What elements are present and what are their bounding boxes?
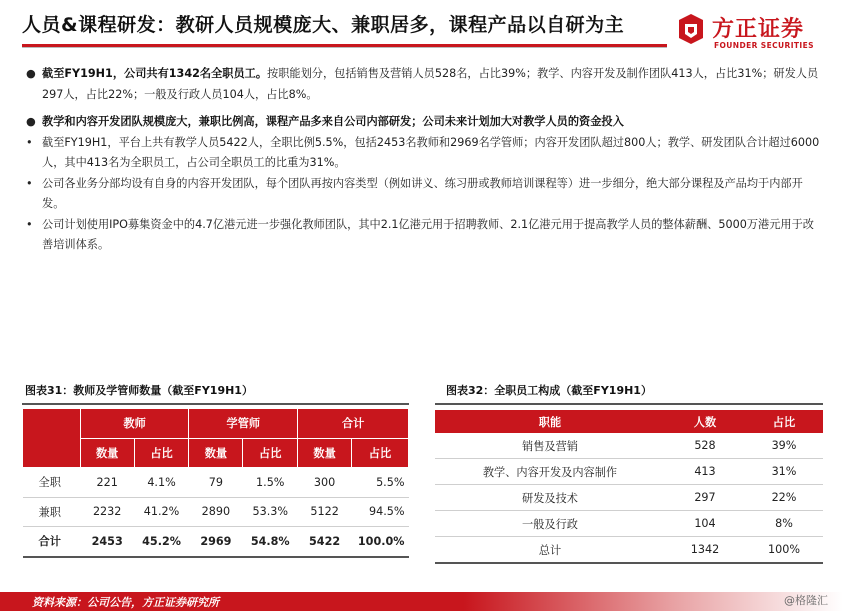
table-cell: 41.2%	[134, 497, 189, 527]
watermark: @格隆汇	[784, 594, 828, 607]
table-cell: 5122	[298, 497, 352, 527]
table-cell: 研发及技术	[435, 485, 665, 511]
table-cell: 31%	[745, 459, 823, 485]
source-note: 资料来源：公司公告，方正证券研究所	[32, 596, 219, 609]
bullet-marker: •	[26, 217, 33, 231]
body-content	[24, 64, 824, 256]
table-cell: 94.5%	[352, 497, 409, 527]
table-cell: 2969	[189, 527, 243, 557]
teacher-count-table	[22, 408, 409, 558]
sub-header: 数量	[189, 438, 243, 468]
sub-header: 占比	[134, 438, 189, 468]
table-cell: 104	[665, 511, 745, 537]
bullet-headcount	[24, 64, 824, 105]
table-cell: 100%	[745, 537, 823, 564]
table-cell: 528	[665, 433, 745, 459]
table2-caption-rule	[435, 403, 823, 405]
table-cell: 教学、内容开发及内容制作	[435, 459, 665, 485]
table-cell: 413	[665, 459, 745, 485]
table-cell: 53.3%	[243, 497, 298, 527]
row-label: 全职	[23, 468, 81, 498]
table-row	[23, 497, 409, 527]
table-cell: 5.5%	[352, 468, 409, 498]
table-row	[435, 511, 823, 537]
bullet-text: 公司计划使用IPO募集资金中的4.7亿港元进一步强化教师团队，其中2.1亿港元用于招聘教师、2.1亿港元用于提高教学人员的整体薪酬、5000万港元用于改善培训体系。	[42, 217, 814, 251]
table-cell: 销售及营销	[435, 433, 665, 459]
table-row	[435, 485, 823, 511]
group-header: 合计	[298, 409, 409, 439]
bullet-bold: 截至FY19H1，公司共有1342名全职员工。	[42, 67, 268, 80]
table-cell: 一般及行政	[435, 511, 665, 537]
bullet-text: 公司各业务分部均设有自身的内容开发团队，每个团队再按内容类型（例如讲义、练习册或教师培训课程等）进一步细分，绝大部分课程及产品均于内部开发。	[42, 176, 803, 210]
table-cell: 2232	[80, 497, 134, 527]
table-cell: 1.5%	[243, 468, 298, 498]
table-row-total	[435, 537, 823, 564]
bullet-teaching-team	[24, 112, 824, 133]
bullet-content-dev	[24, 174, 824, 215]
table-cell: 2890	[189, 497, 243, 527]
table-row-total	[23, 527, 409, 557]
column-header: 人数	[665, 410, 745, 433]
bullet-marker: ●	[26, 67, 36, 80]
bullet-marker: •	[26, 135, 33, 149]
table-cell: 300	[298, 468, 352, 498]
table-cell: 79	[189, 468, 243, 498]
bullet-teaching-staff	[24, 133, 824, 174]
founder-securities-logo	[676, 12, 826, 52]
bullet-text: 按职能划分，包括销售及营销人员528名，占比39%；教学、内容开发及制作团队413人，占比31%；研发人员297人，占比22%；一般及行政人员104人，占比8%。	[42, 67, 819, 101]
row-label: 合计	[23, 527, 81, 557]
group-header: 学管师	[189, 409, 298, 439]
table1-caption: 图表31：教师及学管师数量（截至FY19H1）	[25, 384, 253, 397]
table-cell: 22%	[745, 485, 823, 511]
bullet-bold: 教学和内容开发团队规模庞大，兼职比例高，课程产品多来自公司内部研发；公司未来计划加大对教学人员的资金投入	[42, 115, 624, 128]
table-row	[435, 459, 823, 485]
table-cell: 4.1%	[134, 468, 189, 498]
sub-header: 数量	[298, 438, 352, 468]
table-cell: 221	[80, 468, 134, 498]
table2-caption: 图表32：全职员工构成（截至FY19H1）	[446, 384, 652, 397]
column-header: 职能	[435, 410, 665, 433]
row-label: 兼职	[23, 497, 81, 527]
bullet-marker: •	[26, 176, 33, 190]
page-title: 人员&课程研发：教研人员规模庞大、兼职居多，课程产品以自研为主	[22, 14, 625, 36]
founder-logo-icon	[676, 14, 706, 44]
table-cell: 54.8%	[243, 527, 298, 557]
table-cell: 297	[665, 485, 745, 511]
table-row	[435, 433, 823, 459]
bullet-ipo-funds	[24, 215, 824, 256]
title-underline-thin	[22, 47, 667, 48]
sub-header: 占比	[243, 438, 298, 468]
table-cell: 1342	[665, 537, 745, 564]
column-header: 占比	[745, 410, 823, 433]
sub-header: 数量	[80, 438, 134, 468]
logo-text-en: FOUNDER SECURITIES	[714, 41, 814, 50]
table-cell: 39%	[745, 433, 823, 459]
footer-bar	[0, 592, 843, 611]
table-cell: 总计	[435, 537, 665, 564]
sub-header: 占比	[352, 438, 409, 468]
table-corner	[23, 409, 81, 468]
table1-caption-rule	[22, 403, 409, 405]
table-cell: 45.2%	[134, 527, 189, 557]
bullet-text: 截至FY19H1，平台上共有教学人员5422人，全职比例5.5%，包括2453名教师和2969名学管师；内容开发团队超过800人；教学、研发团队合计超过6000人，其中413名为全职员工，占公司全职员工的比重为31%。	[42, 135, 820, 169]
table-cell: 2453	[80, 527, 134, 557]
bullet-marker: ●	[26, 115, 36, 128]
table-cell: 100.0%	[352, 527, 409, 557]
group-header: 教师	[80, 409, 189, 439]
table-row	[23, 468, 409, 498]
logo-text-cn: 方正证券	[712, 17, 805, 42]
table-cell: 5422	[298, 527, 352, 557]
table-cell: 8%	[745, 511, 823, 537]
fulltime-staff-table	[435, 410, 823, 564]
